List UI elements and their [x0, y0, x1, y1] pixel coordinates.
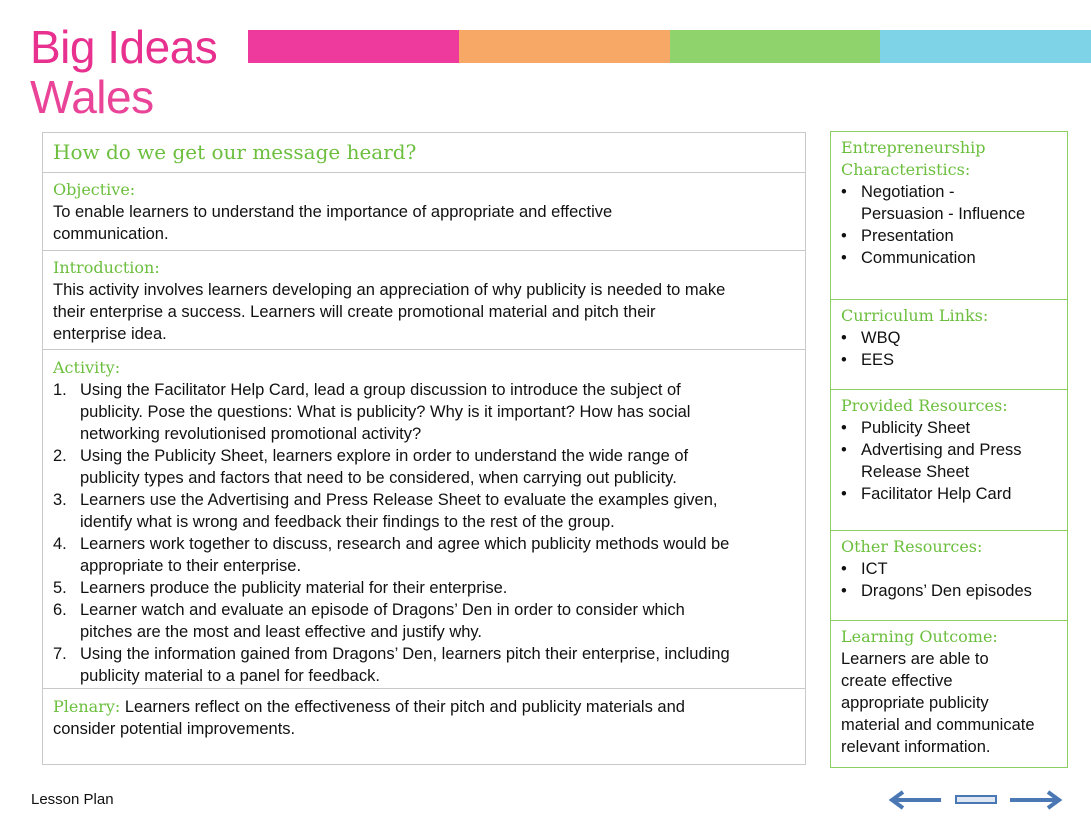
- bullet-line: EES: [861, 351, 895, 369]
- plenary-line-1: [53, 696, 795, 718]
- learning-outcome-box: [831, 621, 1067, 758]
- plenary-text-1: Learners reflect on the effectiveness of their pitch and publicity materials and: [120, 698, 685, 716]
- bullet-line: ICT: [861, 560, 888, 578]
- bullet-text: [861, 483, 1011, 505]
- bullet-icon: •: [841, 351, 847, 369]
- bullet-item: [841, 225, 1057, 247]
- other-resources-heading: Other Resources:: [841, 537, 983, 556]
- lesson-main-panel: [42, 132, 806, 765]
- logo-line-2: Wales: [30, 71, 154, 123]
- bullet-line: Presentation: [861, 227, 954, 245]
- activity-step: [53, 445, 795, 489]
- entrepreneurship-list: [841, 181, 1057, 269]
- bullet-icon: •: [841, 249, 847, 267]
- menu-dash-icon[interactable]: [955, 788, 997, 812]
- activity-step: [53, 577, 795, 599]
- activity-step-line: pitches are the most and least effective and justify why.: [80, 623, 483, 641]
- provided-resources-box: [831, 390, 1067, 531]
- activity-step-number: 2.: [53, 447, 67, 465]
- activity-step-number: 6.: [53, 601, 67, 619]
- lesson-title-section: [43, 133, 805, 173]
- stripe-segment-green: [670, 30, 881, 63]
- logo-line-1: Big Ideas: [30, 21, 218, 73]
- footer-lesson-plan-label: Lesson Plan: [31, 791, 114, 808]
- next-arrow-icon[interactable]: [1008, 788, 1064, 812]
- bullet-icon: •: [841, 485, 847, 503]
- bullet-text: [861, 349, 894, 371]
- activity-step-line: Learners work together to discuss, research and agree which publicity methods would be: [80, 535, 730, 553]
- activity-step: [53, 599, 795, 643]
- activity-step: [53, 379, 795, 445]
- bullet-item: [841, 247, 1057, 269]
- bullet-line: Negotiation -: [861, 183, 955, 201]
- learning-outcome-text-2: create effective: [841, 672, 953, 690]
- provided-resources-heading: Provided Resources:: [841, 396, 1008, 415]
- bullet-line: Dragons’ Den episodes: [861, 582, 1032, 600]
- lesson-title: How do we get our message heard?: [53, 139, 417, 164]
- activity-step-line: publicity types and factors that need to be considered, when carrying out publicity.: [80, 469, 677, 487]
- activity-step-line: publicity material to a panel for feedback.: [80, 667, 380, 685]
- activity-step-text: [80, 577, 507, 599]
- activity-step-line: publicity. Pose the questions: What is publicity? Why is it important? How has social: [80, 403, 691, 421]
- bullet-line: Publicity Sheet: [861, 419, 971, 437]
- bullet-text: [861, 225, 954, 247]
- bullet-item: [841, 181, 1057, 225]
- learning-outcome-text-4: material and communicate: [841, 716, 1035, 734]
- bullet-text: [861, 580, 1032, 602]
- introduction-heading: Introduction:: [53, 258, 160, 277]
- previous-arrow-icon[interactable]: [887, 788, 943, 812]
- objective-text-1: To enable learners to understand the importance of appropriate and effective: [53, 203, 613, 221]
- entrepreneurship-box: [831, 132, 1067, 300]
- plenary-section: [43, 689, 805, 744]
- bullet-text: [861, 247, 976, 269]
- bullet-text: [861, 327, 900, 349]
- objective-heading: Objective:: [53, 180, 136, 199]
- bullet-icon: •: [841, 227, 847, 245]
- color-stripe: [248, 30, 1091, 63]
- learning-outcome-text-1: Learners are able to: [841, 650, 989, 668]
- activity-step-number: 1.: [53, 381, 67, 399]
- bullet-icon: •: [841, 419, 847, 437]
- provided-resources-list: [841, 417, 1057, 505]
- entrepreneurship-heading-2: Characteristics:: [841, 160, 971, 179]
- learning-outcome-heading: Learning Outcome:: [841, 627, 998, 646]
- activity-step-number: 4.: [53, 535, 67, 553]
- bullet-icon: •: [841, 441, 847, 459]
- activity-steps-list: [53, 379, 795, 687]
- logo: [30, 21, 218, 123]
- bullet-line: Facilitator Help Card: [861, 485, 1012, 503]
- bullet-item: [841, 349, 1057, 371]
- activity-step-text: [80, 489, 717, 533]
- activity-step: [53, 643, 795, 687]
- stripe-segment-pink: [248, 30, 459, 63]
- bullet-line: Communication: [861, 249, 976, 267]
- plenary-heading: Plenary:: [53, 697, 121, 716]
- activity-step-line: Using the information gained from Dragons’ Den, learners pitch their enterprise, including: [80, 645, 730, 663]
- bullet-item: [841, 417, 1057, 439]
- other-resources-list: [841, 558, 1057, 602]
- bullet-line: Release Sheet: [861, 463, 970, 481]
- activity-step-text: [80, 643, 730, 687]
- activity-step-line: Learners use the Advertising and Press Release Sheet to evaluate the examples given,: [80, 491, 718, 509]
- bullet-item: [841, 439, 1057, 483]
- learning-outcome-text-5: relevant information.: [841, 738, 991, 756]
- stripe-segment-blue: [880, 30, 1091, 63]
- bullet-item: [841, 327, 1057, 349]
- bullet-icon: •: [841, 560, 847, 578]
- introduction-text-3: enterprise idea.: [53, 325, 167, 343]
- activity-step-line: identify what is wrong and feedback their findings to the rest of the group.: [80, 513, 615, 531]
- activity-step-line: Learner watch and evaluate an episode of Dragons’ Den in order to consider which: [80, 601, 685, 619]
- activity-step-line: appropriate to their enterprise.: [80, 557, 302, 575]
- objective-text-2: communication.: [53, 225, 169, 243]
- activity-heading: Activity:: [53, 358, 121, 377]
- introduction-text-2: their enterprise a success. Learners will create promotional material and pitch their: [53, 303, 656, 321]
- sidebar-panel: [830, 131, 1068, 768]
- curriculum-heading: Curriculum Links:: [841, 306, 989, 325]
- plenary-text-2: consider potential improvements.: [53, 720, 296, 738]
- bullet-text: [861, 181, 1025, 225]
- activity-step-line: Using the Facilitator Help Card, lead a group discussion to introduce the subject of: [80, 381, 681, 399]
- objective-section: [43, 173, 805, 251]
- bullet-text: [861, 439, 1022, 483]
- entrepreneurship-heading-1: Entrepreneurship: [841, 138, 986, 157]
- bullet-line: Advertising and Press: [861, 441, 1022, 459]
- bullet-line: WBQ: [861, 329, 901, 347]
- bullet-line: Persuasion - Influence: [861, 205, 1026, 223]
- bullet-item: [841, 483, 1057, 505]
- activity-step-line: Using the Publicity Sheet, learners explore in order to understand the wide range of: [80, 447, 689, 465]
- bullet-text: [861, 417, 970, 439]
- activity-step-text: [80, 533, 729, 577]
- activity-section: [43, 350, 805, 689]
- bullet-icon: •: [841, 183, 847, 201]
- activity-step: [53, 489, 795, 533]
- bullet-icon: •: [841, 582, 847, 600]
- bullet-item: [841, 580, 1057, 602]
- introduction-section: [43, 251, 805, 350]
- bullet-icon: •: [841, 329, 847, 347]
- activity-step-number: 3.: [53, 491, 67, 509]
- activity-step-text: [80, 445, 688, 489]
- activity-step: [53, 533, 795, 577]
- activity-step-number: 7.: [53, 645, 67, 663]
- bullet-item: [841, 558, 1057, 580]
- curriculum-list: [841, 327, 1057, 371]
- activity-step-text: [80, 599, 685, 643]
- activity-step-line: Learners produce the publicity material for their enterprise.: [80, 579, 508, 597]
- bullet-text: [861, 558, 888, 580]
- learning-outcome-text-3: appropriate publicity: [841, 694, 989, 712]
- activity-step-line: networking revolutionised promotional activity?: [80, 425, 422, 443]
- activity-step-number: 5.: [53, 579, 67, 597]
- stripe-segment-orange: [459, 30, 670, 63]
- other-resources-box: [831, 531, 1067, 621]
- introduction-text-1: This activity involves learners developing an appreciation of why publicity is needed to make: [53, 281, 726, 299]
- activity-step-text: [80, 379, 690, 445]
- curriculum-box: [831, 300, 1067, 390]
